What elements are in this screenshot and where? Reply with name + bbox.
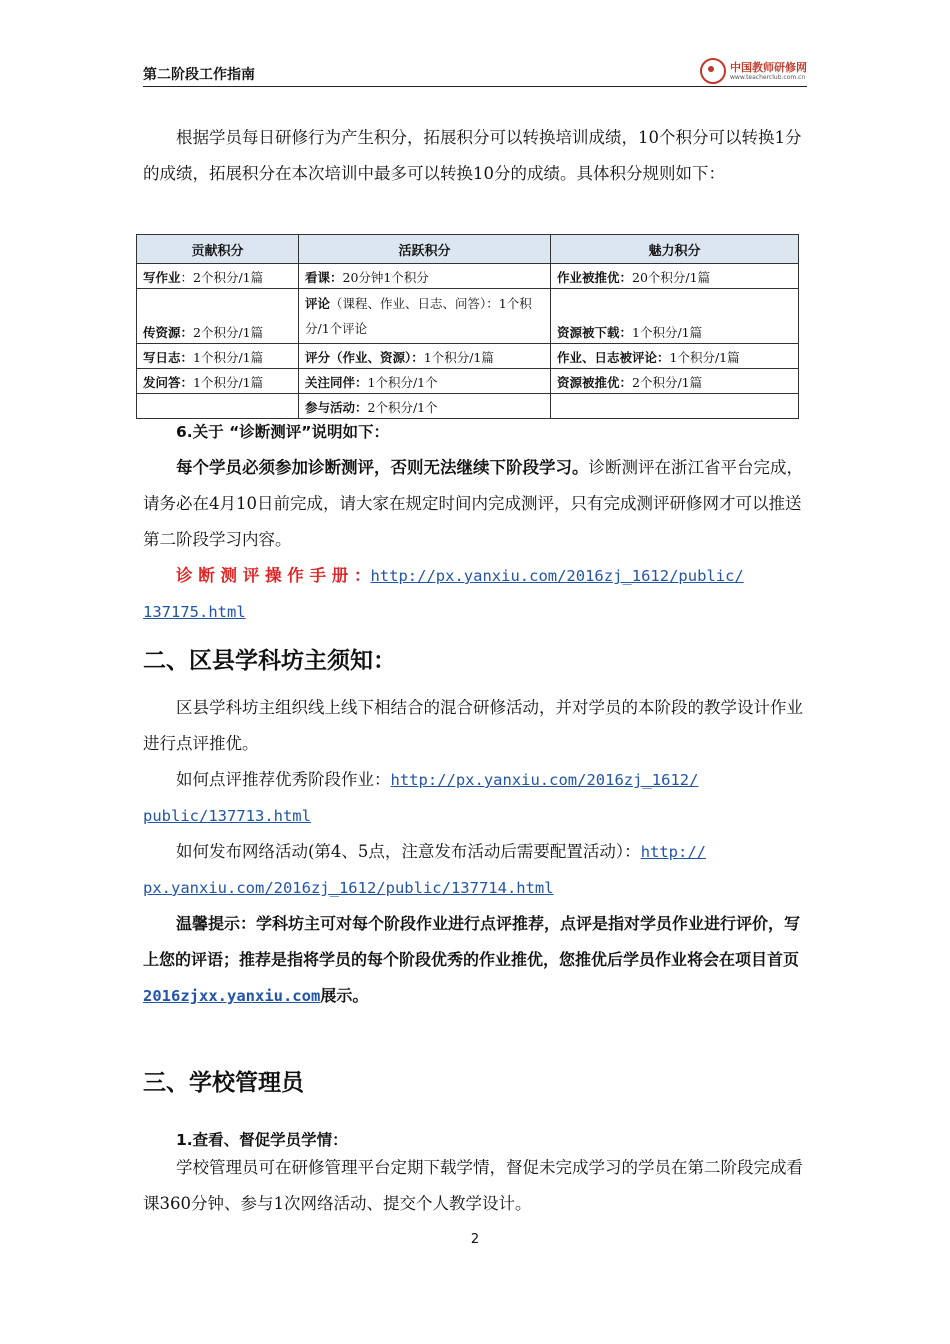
- table-cell: 写作业：2个积分/1篇: [137, 264, 299, 289]
- section3-body: 学校管理员可在研修管理平台定期下载学情，督促未完成学习的学员在第二阶段完成看课360分钟、参与1次网络活动、提交个人教学设计。: [143, 1158, 803, 1213]
- manual-paragraph: [143, 558, 807, 630]
- section6-heading: 6.关于 “诊断测评”说明如下：: [176, 423, 389, 441]
- table-row: [137, 344, 799, 369]
- table-header: 魅力积分: [551, 235, 799, 264]
- logo-icon: [700, 58, 726, 84]
- table-header: 活跃积分: [299, 235, 551, 264]
- table-cell: 看课：20分钟1个积分: [299, 264, 551, 289]
- review-link[interactable]: http://px.yanxiu.com/2016zj_1612/: [390, 771, 699, 789]
- activity-link[interactable]: http://: [640, 843, 707, 861]
- table-cell: 发问答：1个积分/1篇: [137, 369, 299, 394]
- table-header-row: [137, 235, 799, 264]
- activity-paragraph: 如何发布网络活动(第4、5点，注意发布活动后需要配置活动）：http:// px.yanxiu.com/2016zj_1612/public/137714.html: [143, 842, 707, 897]
- table-cell: 资源被下载：1个积分/1篇: [551, 289, 799, 344]
- site-logo: [700, 58, 807, 84]
- manual-label: 诊 断 测 评 操 作 手 册 ：: [176, 566, 371, 585]
- table-row: [137, 264, 799, 289]
- review-paragraph: 如何点评推荐优秀阶段作业：http://px.yanxiu.com/2016zj_1612/ public/137713.html: [143, 770, 699, 825]
- table-cell: 评论（课程、作业、日志、问答）：1个积分/1个评论: [299, 289, 551, 344]
- page-number: 2: [470, 1232, 480, 1247]
- section2-title: 二、区县学科坊主须知：: [143, 648, 396, 674]
- table-cell: 作业、日志被评论：1个积分/1篇: [551, 344, 799, 369]
- intro-paragraph: 根据学员每日研修行为产生积分，拓展积分可以转换培训成绩，10个积分可以转换1分的成绩，拓展积分在本次培训中最多可以转换10分的成绩。具体积分规则如下：: [143, 128, 802, 183]
- review-link-cont[interactable]: public/137713.html: [143, 807, 311, 825]
- table-cell: 作业被推优：20个积分/1篇: [551, 264, 799, 289]
- logo-url: www.teacherclub.com.cn: [730, 73, 806, 81]
- table-cell: 参与活动：2个积分/1个: [299, 394, 551, 419]
- table-cell: 评分（作业、资源）：1个积分/1篇: [299, 344, 551, 369]
- project-home-link[interactable]: 2016zjxx.yanxiu.com: [143, 987, 321, 1005]
- table-header: 贡献积分: [137, 235, 299, 264]
- page-header: [143, 62, 807, 87]
- manual-link-cont[interactable]: 137175.html: [143, 603, 246, 621]
- table-cell: 写日志：1个积分/1篇: [137, 344, 299, 369]
- header-title: 第二阶段工作指南: [143, 67, 255, 83]
- table-cell: 资源被推优：2个积分/1篇: [551, 369, 799, 394]
- section6-body: 每个学员必须参加诊断测评，否则无法继续下阶段学习。诊断测评在浙江省平台完成，请务必在4月10日前完成，请大家在规定时间内完成测评，只有完成测评研修网才可以推送第二阶段学习内容。: [143, 458, 803, 549]
- points-table: [136, 234, 799, 419]
- section2-intro: 区县学科坊主组织线上线下相结合的混合研修活动，并对学员的本阶段的教学设计作业进行点评推优。: [143, 698, 803, 753]
- section3-title: 三、学校管理员: [143, 1070, 304, 1096]
- section3-subheading: 1.查看、督促学员学情：: [176, 1131, 348, 1149]
- activity-link-cont[interactable]: px.yanxiu.com/2016zj_1612/public/137714.html: [143, 879, 554, 897]
- table-cell: 关注同伴：1个积分/1个: [299, 369, 551, 394]
- logo-name: 中国教师研修网: [730, 60, 807, 74]
- manual-link[interactable]: http://px.yanxiu.com/2016zj_1612/public/: [370, 567, 744, 585]
- table-cell: 传资源：2个积分/1篇: [137, 289, 299, 344]
- tip-paragraph: 温馨提示：学科坊主可对每个阶段作业进行点评推荐，点评是指对学员作业进行评价，写上您的评语；推荐是指将学员的每个阶段优秀的作业推优，您推优后学员作业将会在项目首页2016zjxx.yanxiu.com展示。: [143, 914, 801, 1005]
- table-row: [137, 369, 799, 394]
- table-row: [137, 289, 799, 344]
